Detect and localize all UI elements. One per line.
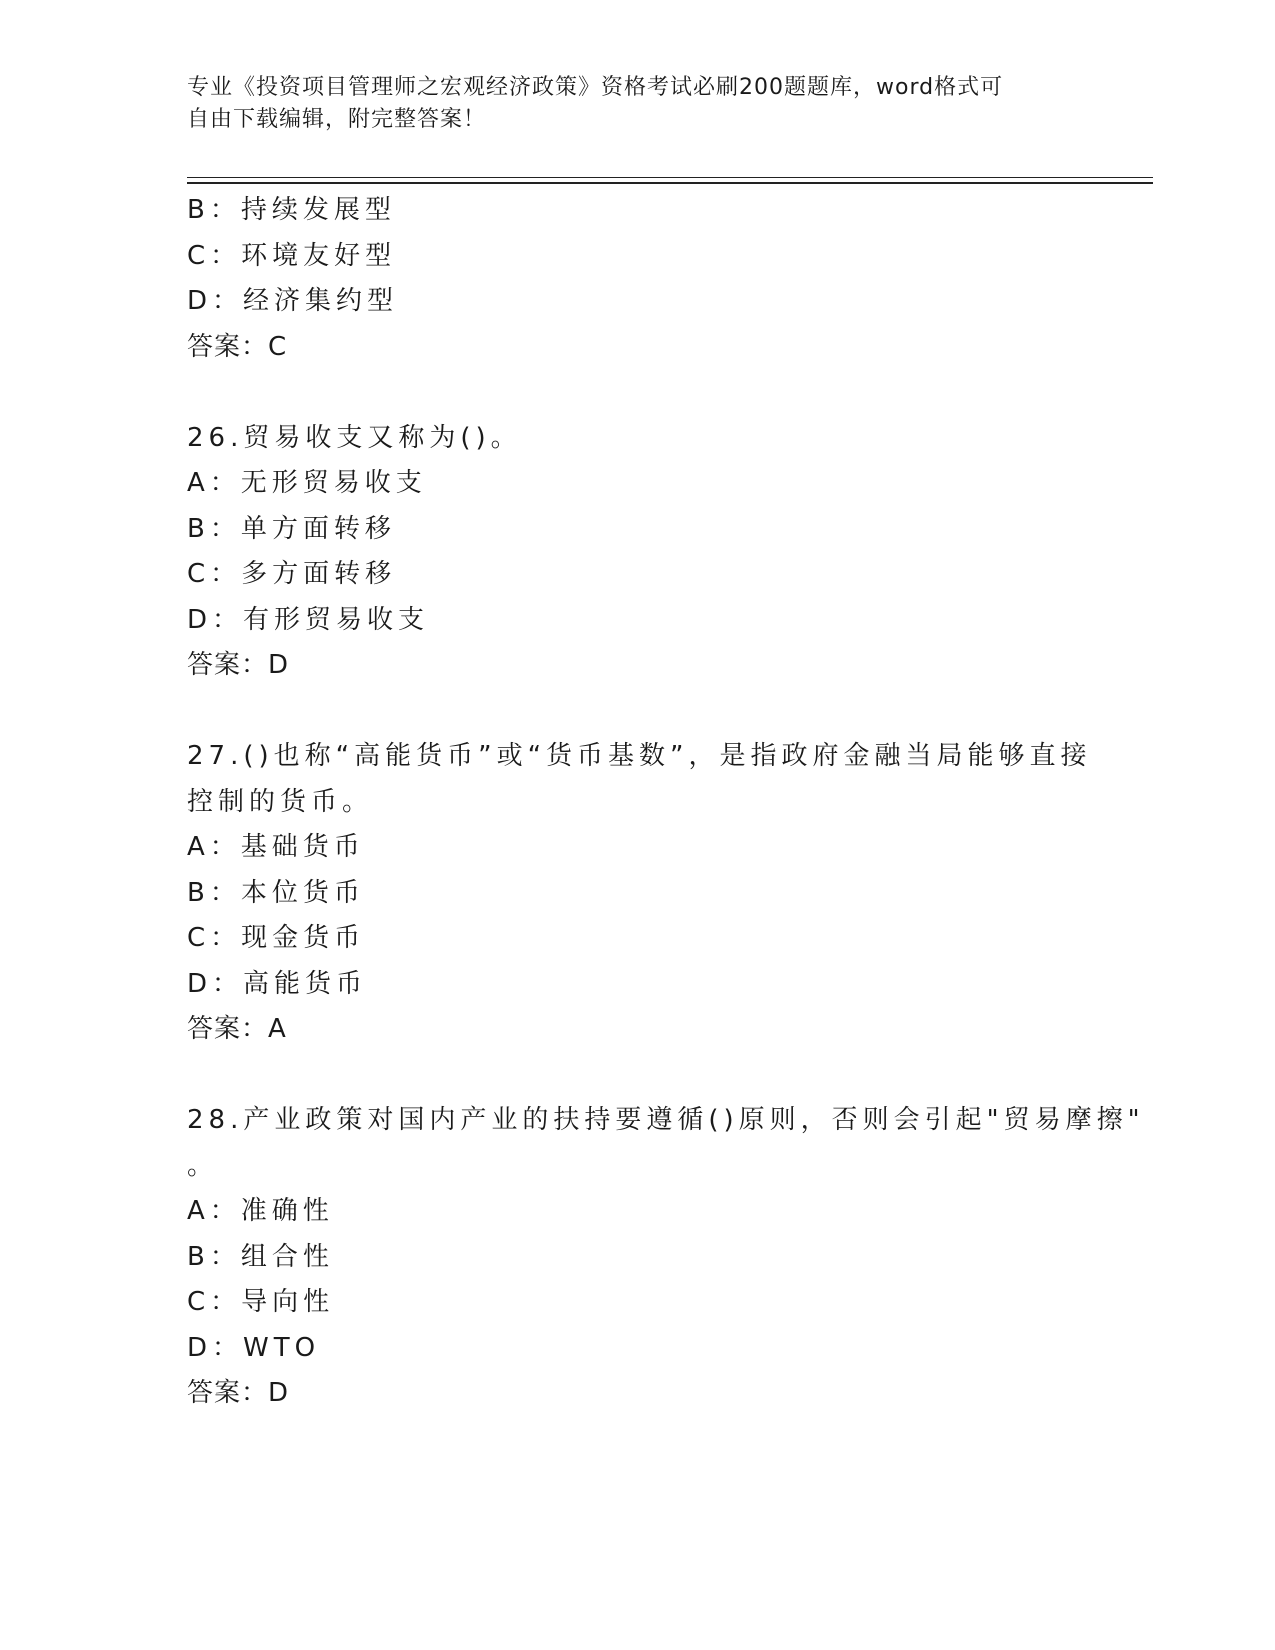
option-d: D：WTO <box>187 1332 321 1363</box>
option-c: C：导向性 <box>187 1287 335 1317</box>
question-list <box>187 188 1145 1417</box>
header-divider-thin <box>187 177 1153 178</box>
header-divider-thick <box>187 182 1153 184</box>
question-stem: 26.贸易收支又称为()。 <box>187 422 522 453</box>
option-b: B：本位货币 <box>187 877 365 908</box>
answer-line: 答案：C <box>187 331 288 362</box>
option-d: D：有形贸易收支 <box>187 604 430 635</box>
spacer <box>187 689 1087 735</box>
spacer <box>187 370 1087 416</box>
question-26 <box>187 416 1087 689</box>
answer-line: 答案：D <box>187 650 290 680</box>
option-c: C：多方面转移 <box>187 559 397 589</box>
option-b: B：持续发展型 <box>187 195 396 225</box>
question-stem-line-2: 。 <box>187 1150 219 1181</box>
question-stem-line-2: 控制的货币。 <box>187 786 374 817</box>
option-d: D：经济集约型 <box>187 286 399 316</box>
option-b: B：单方面转移 <box>187 513 396 544</box>
question-stem-line-1: 28.产业政策对国内产业的扶持要遵循()原则，否则会引起"贸易摩擦" <box>187 1105 1145 1135</box>
option-c: C：环境友好型 <box>187 240 397 271</box>
answer-line: 答案：A <box>187 1014 287 1044</box>
option-a: A：准确性 <box>187 1196 334 1226</box>
question-27 <box>187 734 1092 1053</box>
answer-line: 答案：D <box>187 1378 290 1408</box>
option-b: B：组合性 <box>187 1241 334 1272</box>
question-stem-line-1: 27.()也称“高能货币”或“货币基数”，是指政府金融当局能够直接 <box>187 741 1092 771</box>
page-header <box>187 72 1067 136</box>
option-d: D：高能货币 <box>187 968 368 999</box>
option-a: A：无形贸易收支 <box>187 468 427 498</box>
option-c: C：现金货币 <box>187 923 366 953</box>
spacer <box>187 1053 1087 1099</box>
question-25 <box>187 188 1087 370</box>
header-line-2: 自由下载编辑，附完整答案！ <box>187 107 487 132</box>
option-a: A：基础货币 <box>187 832 365 862</box>
question-28 <box>187 1098 1145 1417</box>
header-line-1: 专业《投资项目管理师之宏观经济政策》资格考试必刷200题题库，word格式可 <box>187 75 1004 100</box>
